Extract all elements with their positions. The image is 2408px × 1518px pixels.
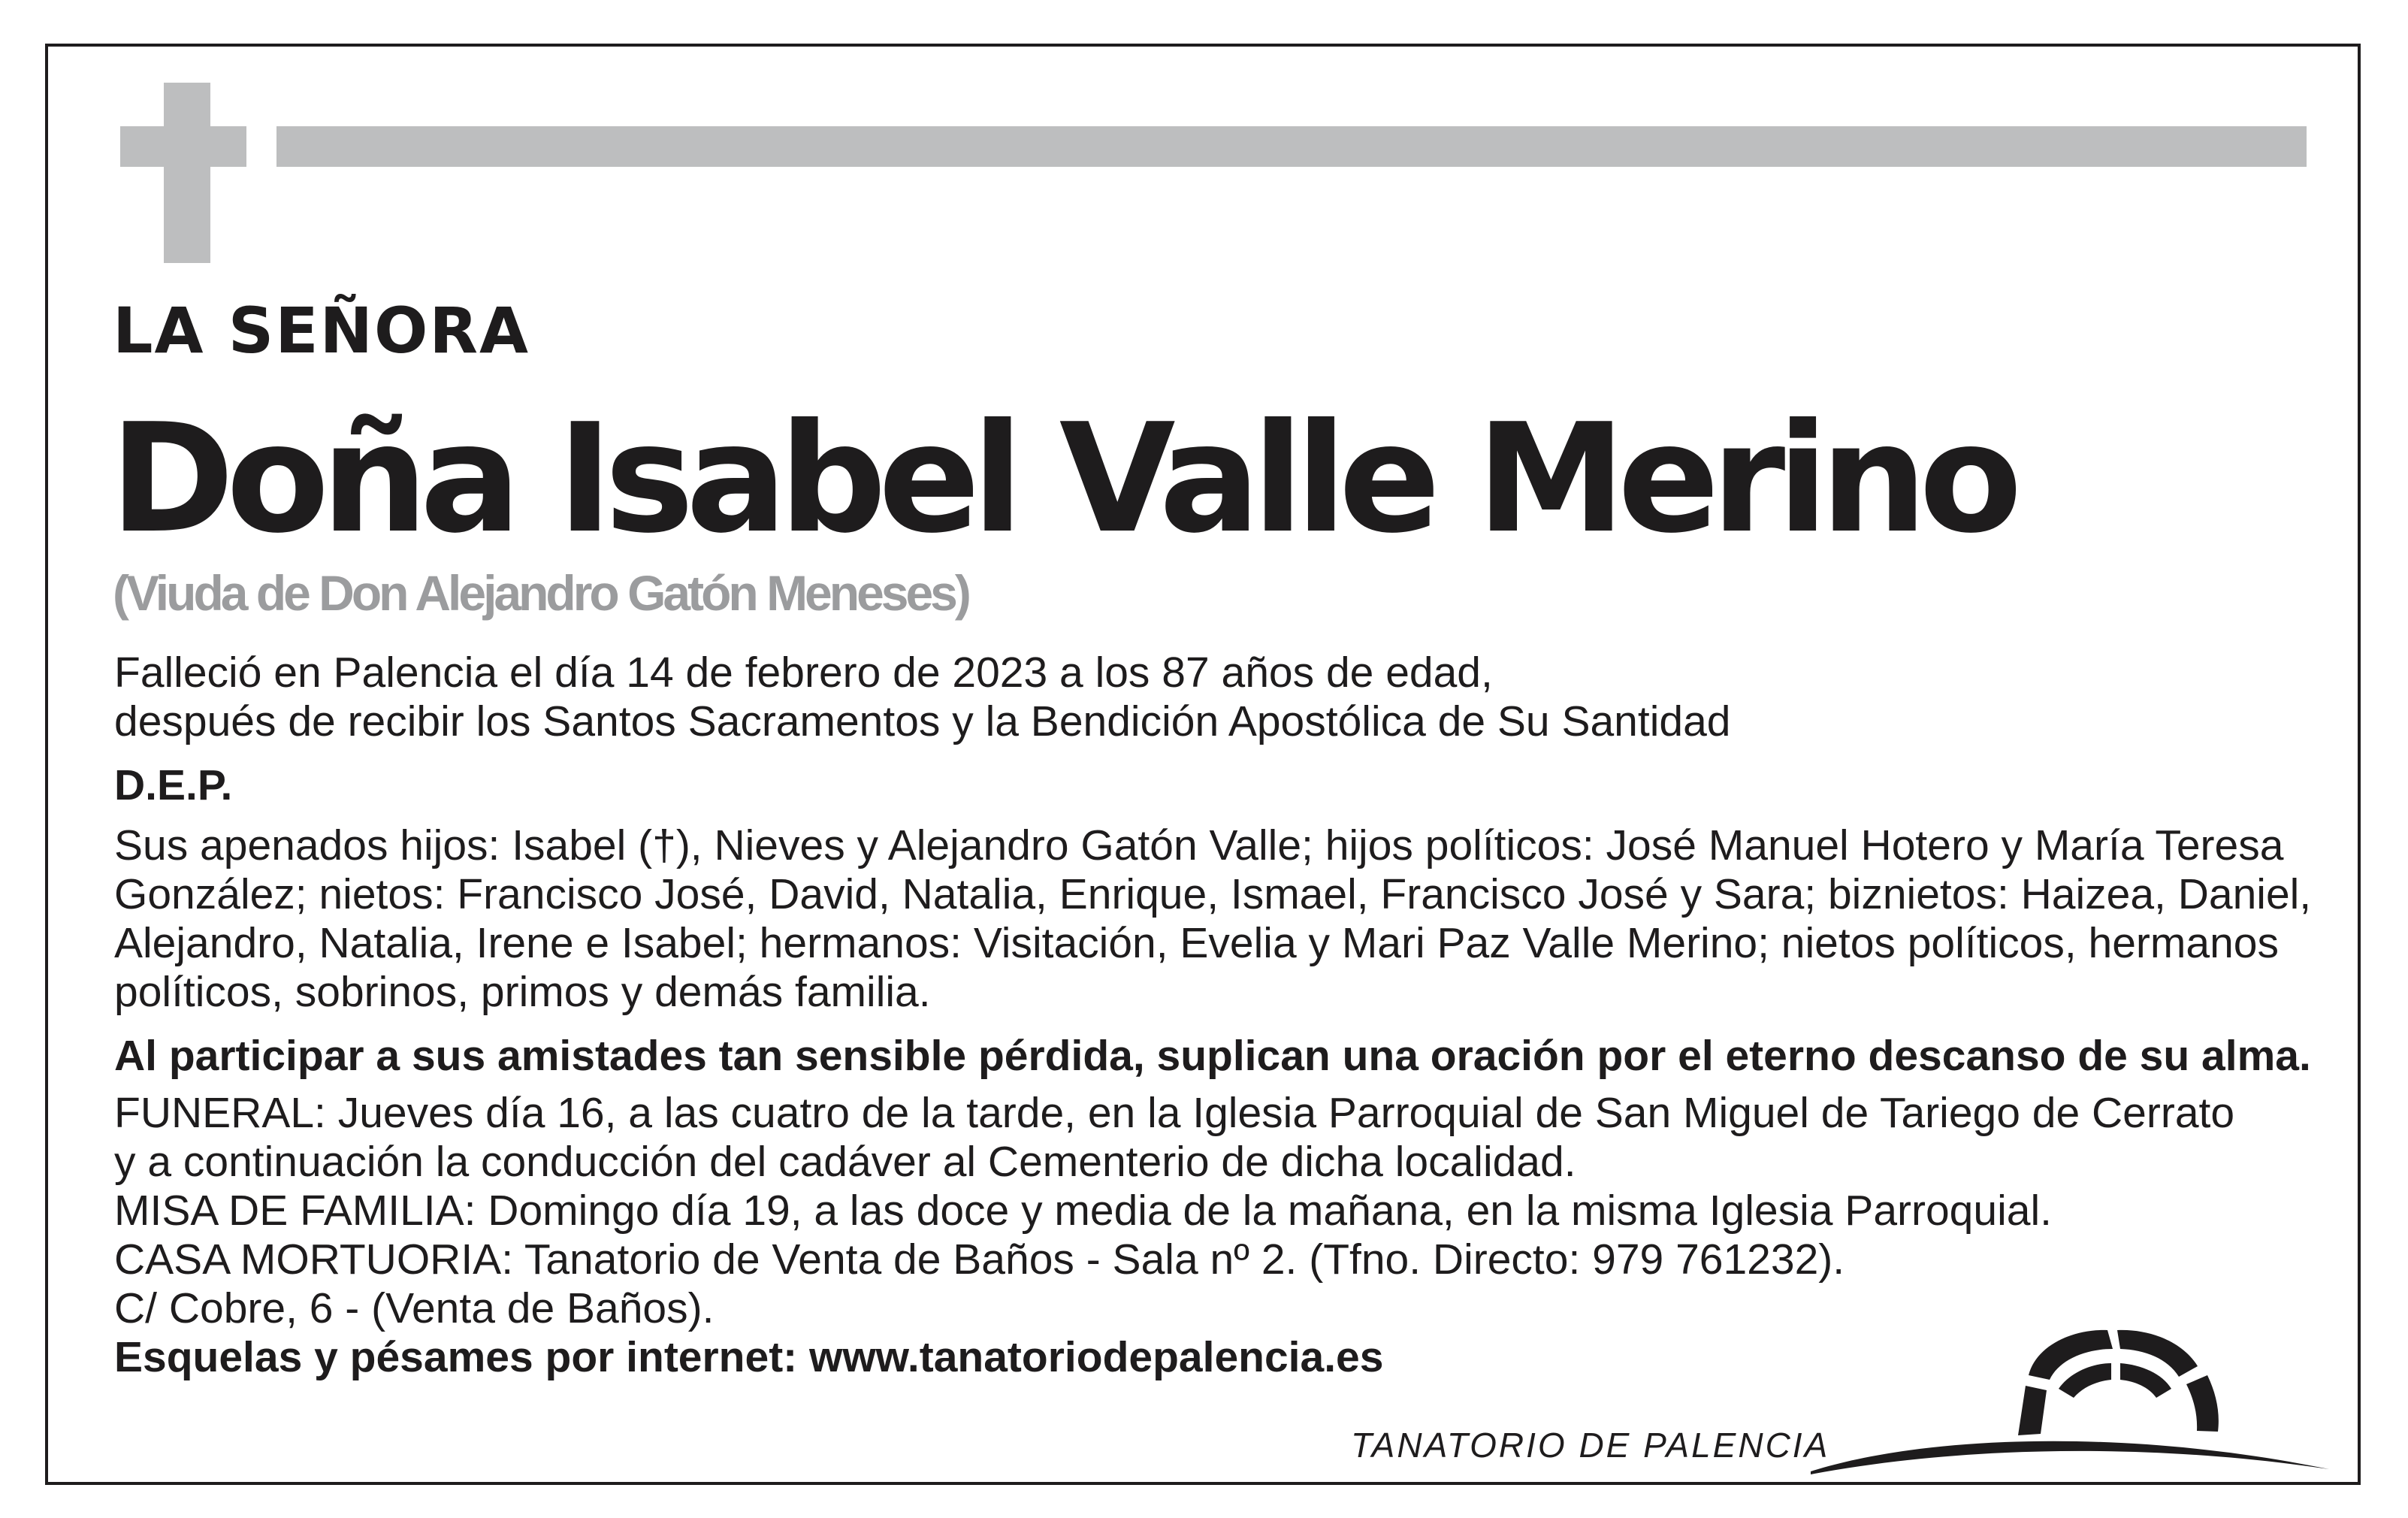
- family-line: González; nietos: Francisco José, David, Natalia, Enrique, Ismael, Francisco José y Sara; biznietos: Haizea, Daniel,: [114, 870, 2312, 918]
- address-line: C/ Cobre, 6 - (Venta de Baños).: [114, 1284, 715, 1332]
- family-line: Sus apenados hijos: Isabel (†), Nieves y Alejandro Gatón Valle; hijos políticos: José Manuel Hotero y María Teresa: [114, 821, 2284, 869]
- header-bar: [276, 126, 2307, 167]
- appeal-text: Al participar a sus amistades tan sensible pérdida, suplican una oración por el eterno descanso de su alma.: [114, 1032, 2311, 1080]
- dep-label: D.E.P.: [114, 761, 233, 809]
- title-prefix: LA SEÑORA: [113, 294, 530, 367]
- death-paragraph: [114, 649, 1730, 746]
- family-line: políticos, sobrinos, primos y demás familia.: [114, 968, 931, 1016]
- widow-subtitle: (Viuda de Don Alejandro Gatón Meneses): [113, 565, 968, 621]
- death-line: Falleció en Palencia el día 14 de febrero de 2023 a los 87 años de edad,: [114, 649, 1493, 697]
- funeral-line: FUNERAL: Jueves día 16, a las cuatro de la tarde, en la Iglesia Parroquial de San Miguel de Tariego de Cerrato: [114, 1089, 2235, 1137]
- deceased-name: Doña Isabel Valle Merino: [110, 392, 2014, 567]
- house-line: CASA MORTUORIA: Tanatorio de Venta de Baños - Sala nº 2. (Tfno. Directo: 979 761232).: [114, 1235, 1845, 1284]
- logo-text: TANATORIO DE PALENCIA: [1351, 1426, 1830, 1465]
- cross-icon-horizontal: [120, 126, 246, 167]
- death-line: después de recibir los Santos Sacramentos y la Bendición Apostólica de Su Santidad: [114, 697, 1731, 745]
- cross-icon-vertical: [164, 83, 210, 263]
- family-paragraph: [114, 821, 2311, 1017]
- family-line: Alejandro, Natalia, Irene e Isabel; hermanos: Visitación, Evelia y Mari Paz Valle Merino; nietos políticos, hermanos: [114, 919, 2279, 967]
- tanatorio-dome-logo-icon: [1811, 1308, 2337, 1488]
- internet-line: Esquelas y pésames por internet: www.tanatoriodepalencia.es: [114, 1333, 1384, 1381]
- mass-line: MISA DE FAMILIA: Domingo día 19, a las doce y media de la mañana, en la misma Iglesia Parroquial.: [114, 1187, 2052, 1235]
- funeral-line: y a continuación la conducción del cadáver al Cementerio de dicha localidad.: [114, 1138, 1576, 1186]
